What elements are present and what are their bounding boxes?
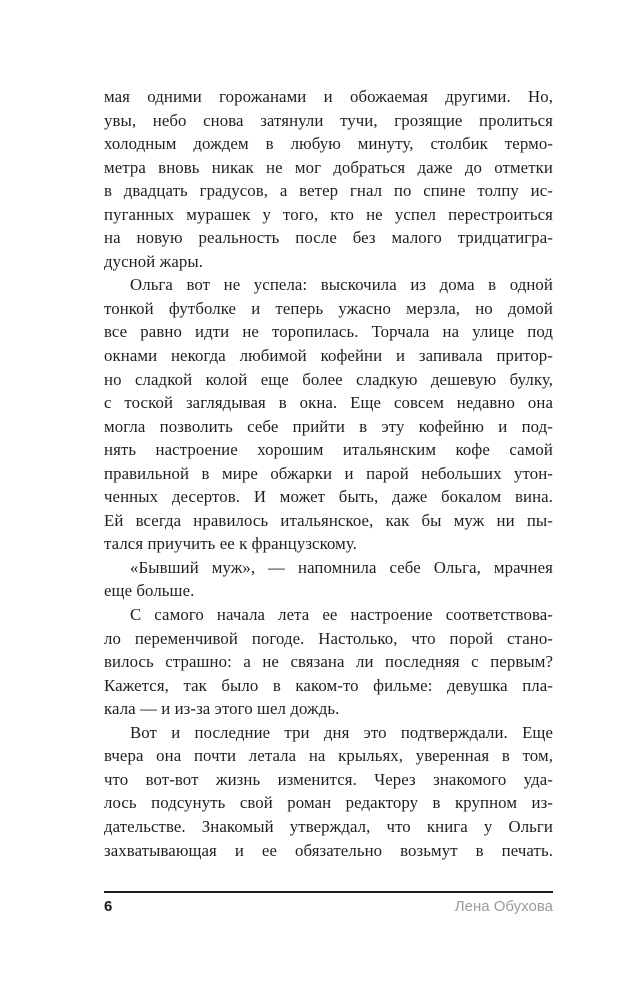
text-line: еще больше. xyxy=(104,581,195,601)
text-line: могла позволить себе прийти в эту кофейню и под- xyxy=(104,416,553,436)
paragraph xyxy=(104,85,553,273)
text-line: увы, небо снова затянули тучи, грозящие пролиться xyxy=(104,110,553,130)
text-line: на новую реальность после без малого тридцатигра- xyxy=(104,228,553,248)
text-line: захватывающая и ее обязательно возьмут в печать. xyxy=(104,840,553,860)
text-line: мая одними горожанами и обожаемая другими. Но, xyxy=(104,87,553,106)
text-line: холодным дождем в любую минуту, столбик термо- xyxy=(104,134,553,154)
text-line: правильной в мире обжарки и парой небольших утон- xyxy=(104,463,553,483)
text-line: Вот и последние три дня это подтверждали. Еще xyxy=(130,722,553,742)
text-line: нять настроение хорошим итальянским кофе самой xyxy=(104,440,553,460)
text-line: что вот-вот жизнь изменится. Через знакомого уда- xyxy=(104,769,553,789)
running-author: Лена Обухова xyxy=(454,898,553,915)
text-line: все равно идти не торопилась. Торчала на улице под xyxy=(104,322,553,342)
text-line: Кажется, так было в каком-то фильме: девушка пла- xyxy=(104,675,553,695)
text-line: ченных десертов. И может быть, даже бокалом вина. xyxy=(104,487,553,507)
text-line: дательстве. Знакомый утверждал, что книга у Ольги xyxy=(104,816,553,836)
text-line: окнами некогда любимой кофейни и запивала притор- xyxy=(104,346,553,366)
text-line: тался приучить ее к французскому. xyxy=(104,534,357,554)
text-line: Ольга вот не успела: выскочила из дома в одной xyxy=(130,275,553,295)
text-line: Ей всегда нравилось итальянское, как бы муж ни пы- xyxy=(104,510,553,530)
text-line: пуганных мурашек у того, кто не успел перестроиться xyxy=(104,204,553,224)
text-line: в двадцать градусов, а ветер гнал по спине толпу ис- xyxy=(104,181,553,201)
footer xyxy=(104,898,553,915)
body-text xyxy=(104,85,553,862)
text-line: вчера она почти летала на крыльях, уверенная в том, xyxy=(104,746,553,766)
text-line: дусной жары. xyxy=(104,251,204,271)
text-line: тонкой футболке и теперь ужасно мерзла, но домой xyxy=(104,298,553,318)
text-line: кала — и из-за этого шел дождь. xyxy=(104,699,340,719)
text-line: вилось страшно: а не связана ли последняя с первым? xyxy=(104,652,553,672)
text-line: С самого начала лета ее настроение соответствова- xyxy=(130,605,553,625)
paragraph xyxy=(104,603,553,721)
text-line: метра вновь никак не мог добраться даже до отметки xyxy=(104,157,553,177)
text-line: «Бывший муж», — напомнила себе Ольга, мрачнея xyxy=(130,557,553,577)
paragraph xyxy=(104,556,553,603)
paragraph xyxy=(104,721,553,862)
page-number: 6 xyxy=(104,898,113,915)
text-line: но сладкой колой еще более сладкую дешевую булку, xyxy=(104,369,553,389)
paragraph xyxy=(104,273,553,556)
text-line: с тоской заглядывая в окна. Еще совсем недавно она xyxy=(104,393,553,413)
text-line: лось подсунуть свой роман редактору в крупном из- xyxy=(104,793,553,813)
text-line: ло переменчивой погоде. Настолько, что порой стано- xyxy=(104,628,553,648)
footer-divider xyxy=(104,891,553,893)
